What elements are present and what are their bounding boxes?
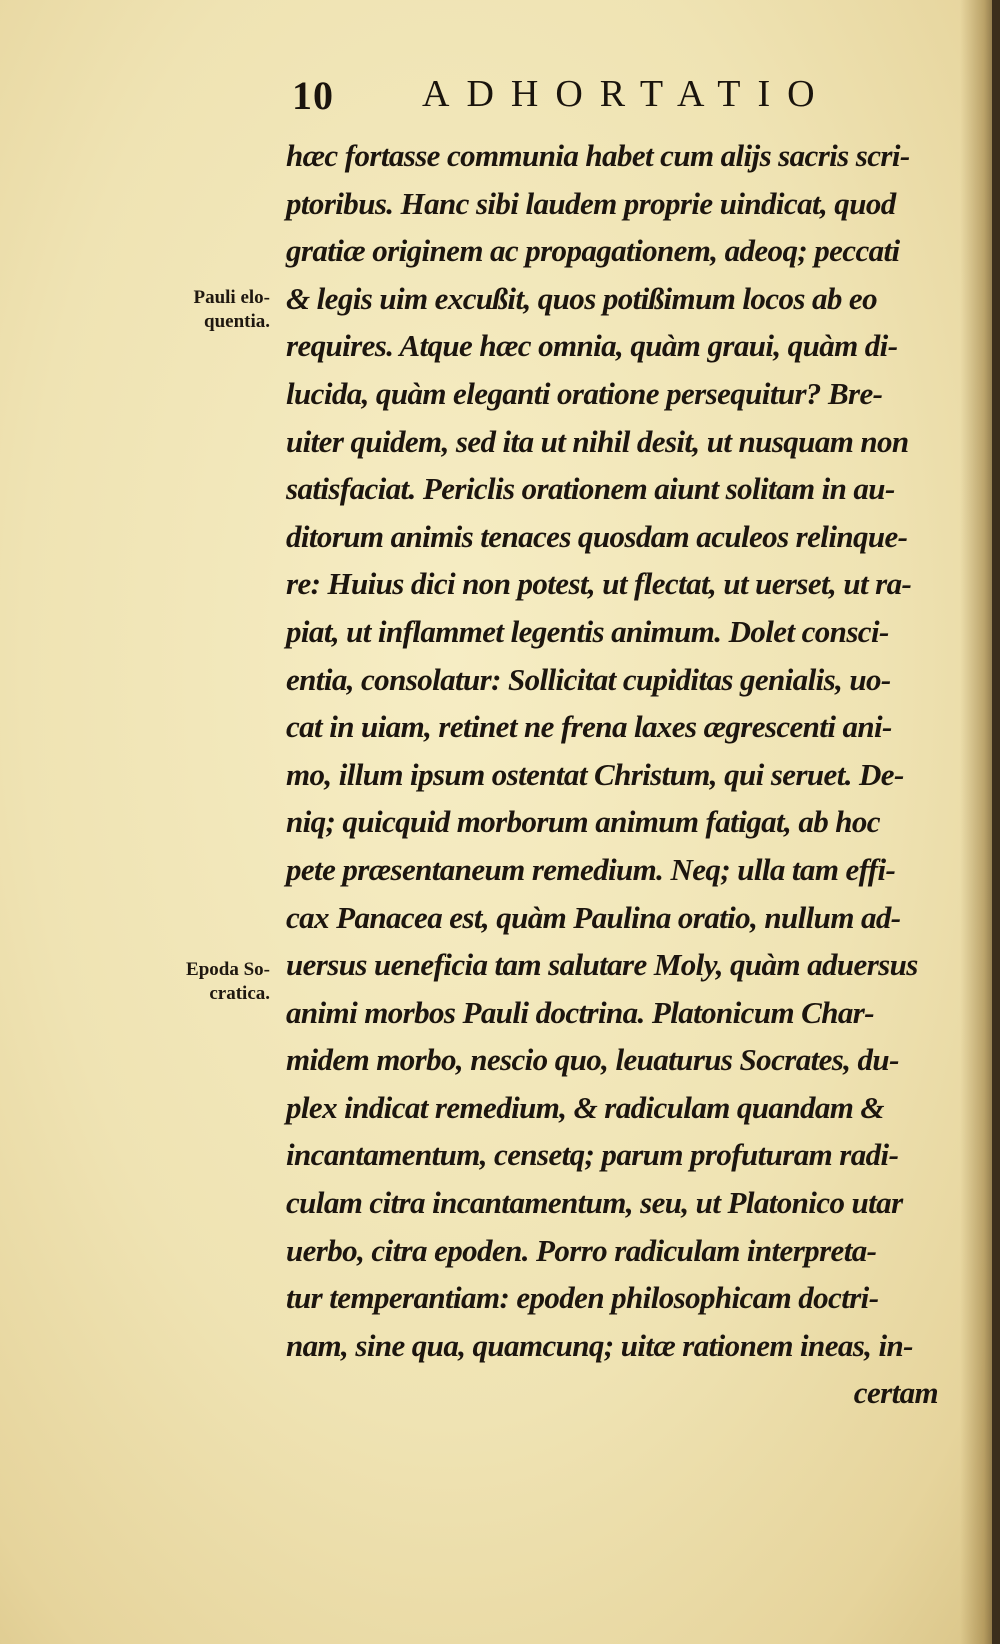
text-line: incantamentum, censetq; parum profuturam radi- (286, 1137, 899, 1173)
text-line: satisfaciat. Periclis orationem aiunt solitam in au- (286, 471, 895, 507)
text-line: ptoribus. Hanc sibi laudem proprie uindicat, quod (286, 185, 896, 221)
text-line: pete præsentaneum remedium. Neq; ulla tam effi- (286, 851, 896, 887)
margin-note-line: cratica. (209, 983, 270, 1004)
text-line: uiter quidem, sed ita ut nihil desit, ut nusquam non (286, 423, 909, 459)
text-line: midem morbo, nescio quo, leuaturus Socrates, du- (286, 1042, 899, 1078)
text-line: animi morbos Pauli doctrina. Platonicum Char- (286, 994, 874, 1030)
text-line: & legis uim excußit, quos potißimum locos ab eo (286, 280, 877, 316)
text-line: hæc fortasse communia habet cum alijs sacris scri- (286, 138, 910, 173)
text-line: plex indicat remedium, & radiculam quandam & (286, 1089, 884, 1125)
text-line: lucida, quàm eleganti oratione persequitur? Bre- (286, 375, 883, 411)
text-line: niq; quicquid morborum animum fatigat, ab hoc (286, 804, 880, 840)
catchword: certam (853, 1375, 938, 1411)
text-line: nam, sine qua, quamcunq; uitæ rationem ineas, in- (286, 1327, 913, 1363)
page-number: 10 (292, 73, 334, 118)
text-line: cat in uiam, retinet ne frena laxes ægrescenti ani- (286, 709, 892, 745)
text-line: ditorum animis tenaces quosdam aculeos relinque- (286, 518, 908, 554)
text-line: tur temperantiam: epoden philosophicam doctri- (286, 1280, 879, 1316)
margin-note-line: Epoda So- (186, 959, 270, 980)
text-line: uerbo, citra epoden. Porro radiculam interpreta- (286, 1232, 877, 1268)
margin-note-pauli-eloquentia (130, 286, 270, 334)
running-head (292, 72, 912, 122)
text-line: mo, illum ipsum ostentat Christum, qui seruet. De- (286, 756, 904, 792)
text-line: requires. Atque hæc omnia, quàm graui, quàm di- (286, 328, 898, 364)
margin-note-line: quentia. (204, 311, 270, 332)
margin-note-line: Pauli elo- (193, 287, 270, 308)
running-title: ADHORTATIO (422, 73, 832, 115)
body-text (286, 132, 946, 1417)
text-line: culam citra incantamentum, seu, ut Platonico utar (286, 1185, 903, 1221)
text-line: piat, ut inflammet legentis animum. Dolet consci- (286, 613, 889, 649)
text-line: uersus ueneficia tam salutare Moly, quàm aduersus (286, 947, 918, 983)
text-line: re: Huius dici non potest, ut flectat, ut uerset, ut ra- (286, 566, 912, 602)
margin-note-epoda-socratica (130, 958, 270, 1006)
text-line: cax Panacea est, quàm Paulina oratio, nullum ad- (286, 899, 901, 935)
text-line: entia, consolatur: Sollicitat cupiditas genialis, uo- (286, 661, 891, 697)
page-edge (992, 0, 1000, 1644)
text-line: gratiæ originem ac propagationem, adeoq; peccati (286, 233, 900, 269)
